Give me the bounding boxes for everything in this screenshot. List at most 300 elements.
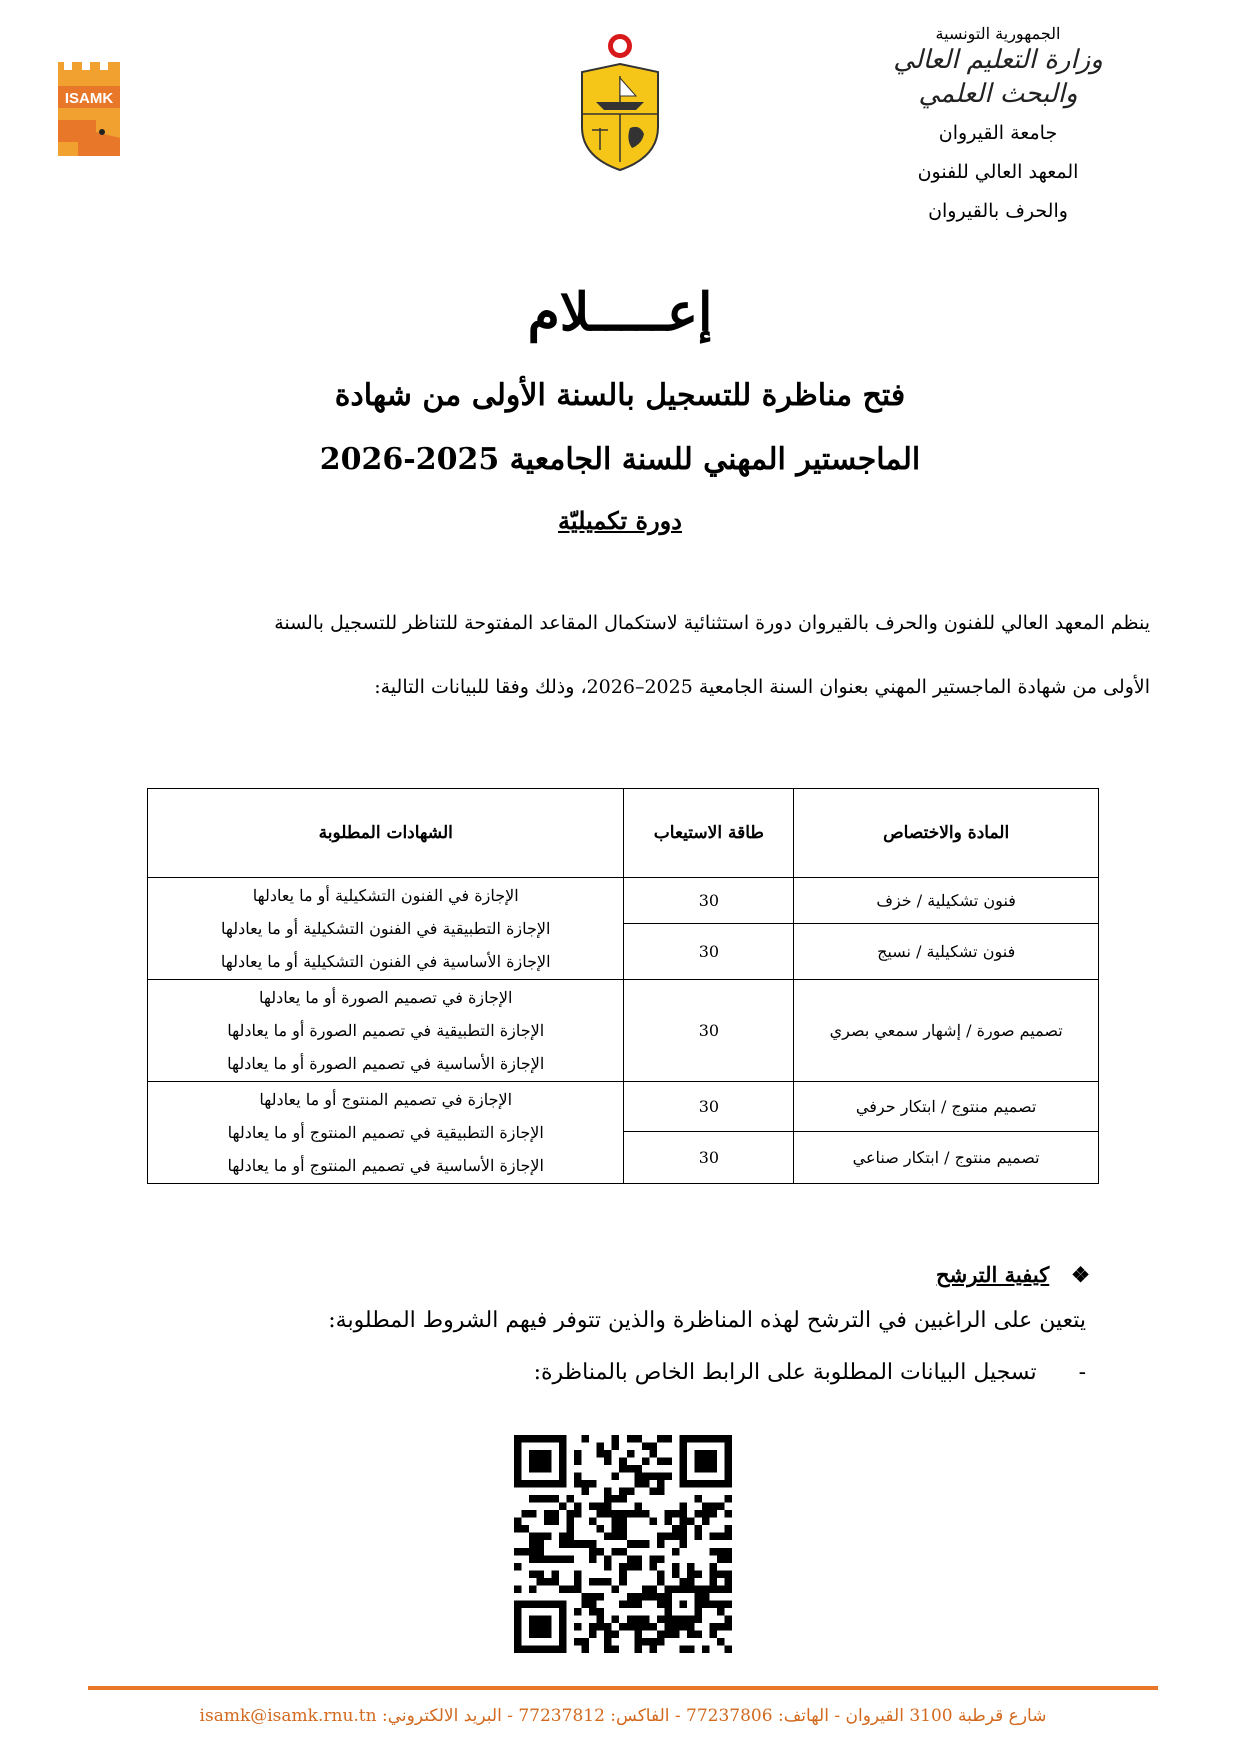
qr-module — [604, 1623, 612, 1631]
isamk-logo — [58, 62, 120, 156]
qr-module — [634, 1503, 642, 1511]
qr-module — [619, 1510, 627, 1518]
qr-module — [619, 1563, 627, 1571]
qr-module — [634, 1473, 642, 1481]
qr-module — [702, 1600, 710, 1608]
qr-module — [619, 1533, 627, 1541]
qr-module — [574, 1450, 582, 1458]
table-header-row — [148, 789, 1099, 878]
qr-module — [522, 1525, 530, 1533]
candidacy-step — [534, 1360, 1086, 1385]
table-row — [148, 980, 1099, 1082]
tunisia-coat-of-arms-icon — [570, 32, 670, 172]
qr-module — [709, 1585, 717, 1593]
footer-divider — [88, 1686, 1158, 1690]
qr-module — [627, 1623, 635, 1631]
qr-module — [582, 1435, 590, 1443]
qr-module — [612, 1435, 620, 1443]
qr-module — [709, 1600, 717, 1608]
qr-module — [567, 1533, 575, 1541]
qr-module — [619, 1458, 627, 1466]
qr-module — [612, 1548, 620, 1556]
qr-module — [597, 1503, 605, 1511]
qr-module — [589, 1548, 597, 1556]
qr-module — [552, 1578, 560, 1586]
qr-module — [627, 1435, 635, 1443]
qr-module — [664, 1630, 672, 1638]
qr-module — [612, 1533, 620, 1541]
qr-module — [664, 1510, 672, 1518]
qr-module — [604, 1578, 612, 1586]
qr-module — [529, 1570, 537, 1578]
qr-module — [724, 1578, 732, 1586]
qr-module — [544, 1510, 552, 1518]
qr-module — [544, 1495, 552, 1503]
candidacy-step-text: تسجيل البيانات المطلوبة على الرابط الخاص بالمناظرة: — [533, 1360, 1037, 1385]
qr-module — [597, 1608, 605, 1616]
qr-module — [597, 1510, 605, 1518]
qr-module — [627, 1540, 635, 1548]
qr-module — [552, 1518, 560, 1526]
qr-module — [574, 1510, 582, 1518]
qr-module — [619, 1488, 627, 1496]
qr-module — [589, 1608, 597, 1616]
qr-module — [574, 1458, 582, 1466]
qr-module — [559, 1503, 567, 1511]
qr-module — [589, 1503, 597, 1511]
qr-module — [604, 1555, 612, 1563]
specialities-table — [147, 788, 1099, 1184]
speciality-cell: تصميم صورة / إشهار سمعي بصري — [794, 980, 1099, 1082]
qr-module — [702, 1645, 710, 1653]
qr-module — [537, 1540, 545, 1548]
qr-module — [709, 1563, 717, 1571]
qr-module — [544, 1578, 552, 1586]
qr-module — [642, 1458, 650, 1466]
certificate-item: الإجازة في تصميم الصورة أو ما يعادلها — [258, 988, 513, 1007]
qr-module — [717, 1503, 725, 1511]
qr-module — [664, 1518, 672, 1526]
qr-module — [589, 1480, 597, 1488]
qr-module — [514, 1525, 522, 1533]
qr-module — [634, 1600, 642, 1608]
qr-module — [694, 1510, 702, 1518]
qr-module — [702, 1593, 710, 1601]
qr-module — [649, 1645, 657, 1653]
ministry-line-1: وزارة التعليم العالي — [893, 45, 1103, 75]
session-label: دورة تكميليّة — [558, 506, 682, 535]
qr-module — [634, 1510, 642, 1518]
qr-module — [634, 1638, 642, 1646]
qr-module — [649, 1623, 657, 1631]
qr-module — [634, 1480, 642, 1488]
qr-module — [672, 1563, 680, 1571]
qr-module — [717, 1570, 725, 1578]
qr-module — [709, 1510, 717, 1518]
qr-module — [619, 1578, 627, 1586]
qr-module — [694, 1450, 717, 1473]
qr-module — [589, 1593, 597, 1601]
qr-module — [574, 1585, 582, 1593]
qr-module — [537, 1533, 545, 1541]
qr-module — [657, 1480, 665, 1488]
qr-module — [717, 1623, 725, 1631]
isamk-logo-text: ISAMK — [64, 90, 114, 107]
qr-module — [529, 1533, 537, 1541]
candidacy-text: يتعين على الراغبين في الترشح لهذه المناظرة والذين تتوفر فيهم الشروط المطلوبة: — [328, 1308, 1086, 1333]
qr-module — [604, 1533, 612, 1541]
qr-module — [619, 1465, 627, 1473]
qr-module — [604, 1630, 612, 1638]
qr-module — [634, 1465, 642, 1473]
intro-paragraph-line-1: ينظم المعهد العالي للفنون والحرف بالقيروان دورة استثنائية لاستكمال المقاعد المفتوحة للتناظر للتسجيل بالسنة — [274, 612, 1150, 634]
qr-module — [567, 1540, 575, 1548]
qr-module — [552, 1510, 560, 1518]
qr-module — [694, 1495, 702, 1503]
qr-module — [574, 1623, 582, 1631]
qr-module — [634, 1540, 642, 1548]
qr-module — [717, 1555, 725, 1563]
capacity-cell: 30 — [624, 980, 794, 1082]
qr-module — [634, 1593, 642, 1601]
qr-module — [702, 1518, 710, 1526]
qr-module — [649, 1585, 657, 1593]
qr-module — [657, 1540, 665, 1548]
qr-module — [687, 1645, 695, 1653]
qr-module — [649, 1488, 657, 1496]
dash-bullet: - — [1078, 1360, 1086, 1385]
qr-module — [672, 1548, 680, 1556]
qr-module — [589, 1578, 597, 1586]
certificate-item: الإجازة الأساسية في الفنون التشكيلية أو ما يعادلها — [220, 952, 551, 971]
qr-module — [612, 1525, 620, 1533]
qr-code[interactable] — [514, 1435, 732, 1653]
qr-module — [642, 1585, 650, 1593]
qr-module — [537, 1548, 545, 1556]
qr-module — [672, 1533, 680, 1541]
qr-module — [582, 1638, 590, 1646]
qr-module — [679, 1525, 687, 1533]
qr-module — [702, 1510, 710, 1518]
qr-module — [627, 1555, 635, 1563]
qr-module — [709, 1533, 717, 1541]
qr-module — [709, 1548, 717, 1556]
qr-module — [642, 1638, 650, 1646]
qr-module — [604, 1450, 612, 1458]
qr-module — [724, 1555, 732, 1563]
qr-module — [627, 1510, 635, 1518]
qr-module — [552, 1570, 560, 1578]
qr-module — [642, 1510, 650, 1518]
qr-module — [612, 1585, 620, 1593]
qr-module — [529, 1615, 552, 1638]
qr-module — [642, 1443, 650, 1451]
qr-module — [582, 1540, 590, 1548]
qr-module — [537, 1495, 545, 1503]
qr-module — [634, 1563, 642, 1571]
qr-module — [657, 1435, 665, 1443]
qr-module — [612, 1495, 620, 1503]
qr-module — [724, 1615, 732, 1623]
qr-module — [604, 1638, 612, 1646]
certificates-cell — [148, 878, 624, 980]
qr-module — [679, 1623, 687, 1631]
qr-module — [529, 1555, 537, 1563]
qr-module — [672, 1510, 680, 1518]
qr-module — [597, 1578, 605, 1586]
qr-module — [717, 1600, 725, 1608]
certificates-cell — [148, 1082, 624, 1184]
footer-contact: شارع قرطبة 3100 القيروان - الهاتف: 77237806 - الفاكس: 77237812 - البريد الالكتروني: isamk@isamk.rnu.tn — [199, 1706, 1047, 1726]
qr-module — [619, 1623, 627, 1631]
qr-module — [612, 1645, 620, 1653]
qr-module — [672, 1570, 680, 1578]
qr-module — [634, 1623, 642, 1631]
qr-module — [574, 1608, 582, 1616]
announcement-subtitle-1: فتح مناظرة للتسجيل بالسنة الأولى من شهادة — [334, 378, 906, 413]
republic-name: الجمهورية التونسية — [935, 24, 1061, 43]
qr-module — [649, 1593, 657, 1601]
header-certificates: الشهادات المطلوبة — [148, 789, 624, 878]
capacity-cell: 30 — [624, 924, 794, 980]
capacity-cell: 30 — [624, 878, 794, 924]
intro-paragraph-line-2: الأولى من شهادة الماجستير المهني بعنوان السنة الجامعية 2025–2026، وذلك وفقا للبيانات التالية: — [374, 676, 1150, 698]
qr-module — [619, 1570, 627, 1578]
qr-module — [642, 1540, 650, 1548]
qr-module — [514, 1563, 522, 1571]
qr-module — [702, 1585, 710, 1593]
qr-module — [672, 1525, 680, 1533]
qr-module — [657, 1630, 665, 1638]
candidacy-title: كيفية الترشح — [936, 1262, 1050, 1287]
qr-module — [657, 1458, 665, 1466]
qr-module — [529, 1495, 537, 1503]
qr-module — [687, 1563, 695, 1571]
qr-module — [589, 1600, 597, 1608]
candidacy-heading — [936, 1262, 1090, 1287]
qr-module — [642, 1623, 650, 1631]
speciality-cell: فنون تشكيلية / نسيج — [794, 924, 1099, 980]
qr-module — [724, 1585, 732, 1593]
qr-module — [582, 1600, 590, 1608]
qr-module — [567, 1585, 575, 1593]
qr-module — [567, 1555, 575, 1563]
qr-module — [567, 1525, 575, 1533]
qr-module — [679, 1510, 687, 1518]
qr-module — [559, 1540, 567, 1548]
announcement-subtitle-2: الماجستير المهني للسنة الجامعية 2025-2026 — [319, 442, 921, 477]
qr-module — [574, 1638, 582, 1646]
header-speciality: المادة والاختصاص — [794, 789, 1099, 878]
qr-module — [582, 1480, 590, 1488]
certificate-item: الإجازة التطبيقية في تصميم المنتوج أو ما يعادلها — [227, 1123, 544, 1142]
qr-module — [627, 1563, 635, 1571]
qr-module — [619, 1600, 627, 1608]
qr-module — [724, 1623, 732, 1631]
qr-module — [582, 1645, 590, 1653]
qr-module — [687, 1570, 695, 1578]
qr-module — [529, 1540, 537, 1548]
header-capacity: طاقة الاستيعاب — [624, 789, 794, 878]
qr-module — [657, 1488, 665, 1496]
qr-module — [642, 1615, 650, 1623]
qr-module — [657, 1555, 665, 1563]
qr-module — [657, 1473, 665, 1481]
qr-module — [574, 1540, 582, 1548]
qr-module — [649, 1450, 657, 1458]
qr-module — [537, 1555, 545, 1563]
qr-module — [709, 1630, 717, 1638]
qr-module — [657, 1638, 665, 1646]
qr-module — [619, 1495, 627, 1503]
qr-module — [559, 1533, 567, 1541]
qr-module — [724, 1645, 732, 1653]
qr-module — [589, 1630, 597, 1638]
qr-module — [664, 1533, 672, 1541]
qr-module — [627, 1465, 635, 1473]
qr-module — [619, 1548, 627, 1556]
qr-module — [567, 1510, 575, 1518]
qr-module — [597, 1450, 605, 1458]
qr-module — [664, 1473, 672, 1481]
certificate-item: الإجازة في الفنون التشكيلية أو ما يعادلها — [252, 886, 519, 905]
qr-module — [567, 1518, 575, 1526]
certificate-item: الإجازة الأساسية في تصميم المنتوج أو ما يعادلها — [227, 1156, 544, 1175]
qr-module — [627, 1615, 635, 1623]
qr-module — [717, 1533, 725, 1541]
qr-module — [612, 1630, 620, 1638]
qr-module — [552, 1555, 560, 1563]
qr-module — [649, 1473, 657, 1481]
qr-module — [567, 1495, 575, 1503]
qr-module — [724, 1570, 732, 1578]
qr-module — [679, 1578, 687, 1586]
qr-module — [724, 1548, 732, 1556]
qr-module — [522, 1548, 530, 1556]
qr-module — [514, 1548, 522, 1556]
university-name: جامعة القيروان — [938, 122, 1058, 144]
qr-module — [657, 1533, 665, 1541]
qr-module — [717, 1585, 725, 1593]
certificates-cell — [148, 980, 624, 1082]
qr-module — [709, 1578, 717, 1586]
qr-module — [649, 1555, 657, 1563]
capacity-cell: 30 — [624, 1132, 794, 1184]
qr-module — [717, 1608, 725, 1616]
qr-module — [589, 1555, 597, 1563]
qr-module — [589, 1518, 597, 1526]
certificate-item: الإجازة التطبيقية في تصميم الصورة أو ما يعادلها — [227, 1021, 545, 1040]
qr-module — [537, 1578, 545, 1586]
qr-module — [574, 1578, 582, 1586]
qr-module — [642, 1593, 650, 1601]
certificate-item: الإجازة في تصميم المنتوج أو ما يعادلها — [259, 1090, 513, 1109]
qr-module — [709, 1623, 717, 1631]
qr-module — [597, 1525, 605, 1533]
qr-module — [634, 1435, 642, 1443]
qr-module — [694, 1533, 702, 1541]
qr-module — [634, 1645, 642, 1653]
qr-module — [672, 1623, 680, 1631]
qr-module — [574, 1480, 582, 1488]
qr-module — [724, 1533, 732, 1541]
qr-module — [634, 1615, 642, 1623]
qr-module — [702, 1503, 710, 1511]
institute-line-1: المعهد العالي للفنون — [917, 161, 1079, 183]
qr-module — [664, 1435, 672, 1443]
announcement-title: إعـــــلام — [527, 282, 713, 343]
qr-module — [627, 1450, 635, 1458]
qr-module — [582, 1593, 590, 1601]
capacity-cell: 30 — [624, 1082, 794, 1132]
qr-module — [679, 1645, 687, 1653]
certificate-item: الإجازة الأساسية في تصميم الصورة أو ما يعادلها — [227, 1054, 545, 1073]
qr-module — [649, 1518, 657, 1526]
qr-module — [604, 1495, 612, 1503]
qr-module — [657, 1615, 665, 1623]
table-row — [148, 1082, 1099, 1132]
qr-module — [589, 1540, 597, 1548]
qr-module — [709, 1503, 717, 1511]
qr-module — [634, 1555, 642, 1563]
qr-module — [612, 1443, 620, 1451]
qr-module — [649, 1563, 657, 1571]
speciality-cell: فنون تشكيلية / خزف — [794, 878, 1099, 924]
qr-module — [724, 1600, 732, 1608]
qr-module — [529, 1510, 537, 1518]
qr-module — [687, 1518, 695, 1526]
qr-module — [634, 1630, 642, 1638]
qr-module — [522, 1510, 530, 1518]
qr-module — [724, 1510, 732, 1518]
qr-module — [717, 1548, 725, 1556]
qr-module — [597, 1623, 605, 1631]
qr-module — [649, 1638, 657, 1646]
speciality-cell: تصميم منتوج / ابتكار حرفي — [794, 1082, 1099, 1132]
qr-module — [627, 1488, 635, 1496]
qr-module — [574, 1503, 582, 1511]
qr-module — [679, 1518, 687, 1526]
institute-line-2: والحرف بالقيروان — [928, 200, 1068, 222]
qr-module — [612, 1518, 620, 1526]
qr-module — [687, 1623, 695, 1631]
qr-module — [642, 1480, 650, 1488]
qr-module — [529, 1585, 537, 1593]
qr-module — [559, 1555, 567, 1563]
qr-module — [724, 1525, 732, 1533]
qr-module — [694, 1630, 702, 1638]
qr-module — [627, 1600, 635, 1608]
qr-module — [544, 1518, 552, 1526]
qr-module — [574, 1570, 582, 1578]
qr-module — [657, 1570, 665, 1578]
qr-module — [649, 1443, 657, 1451]
qr-module — [642, 1473, 650, 1481]
qr-module — [694, 1525, 702, 1533]
qr-module — [679, 1503, 687, 1511]
qr-module — [612, 1615, 620, 1623]
qr-module — [657, 1578, 665, 1586]
qr-module — [604, 1503, 612, 1511]
ministry-line-2: والبحث العلمي — [918, 79, 1078, 109]
qr-module — [717, 1638, 725, 1646]
qr-module — [612, 1510, 620, 1518]
qr-module — [604, 1458, 612, 1466]
qr-module — [664, 1458, 672, 1466]
qr-module — [694, 1570, 702, 1578]
qr-module — [619, 1518, 627, 1526]
qr-module — [514, 1518, 522, 1526]
